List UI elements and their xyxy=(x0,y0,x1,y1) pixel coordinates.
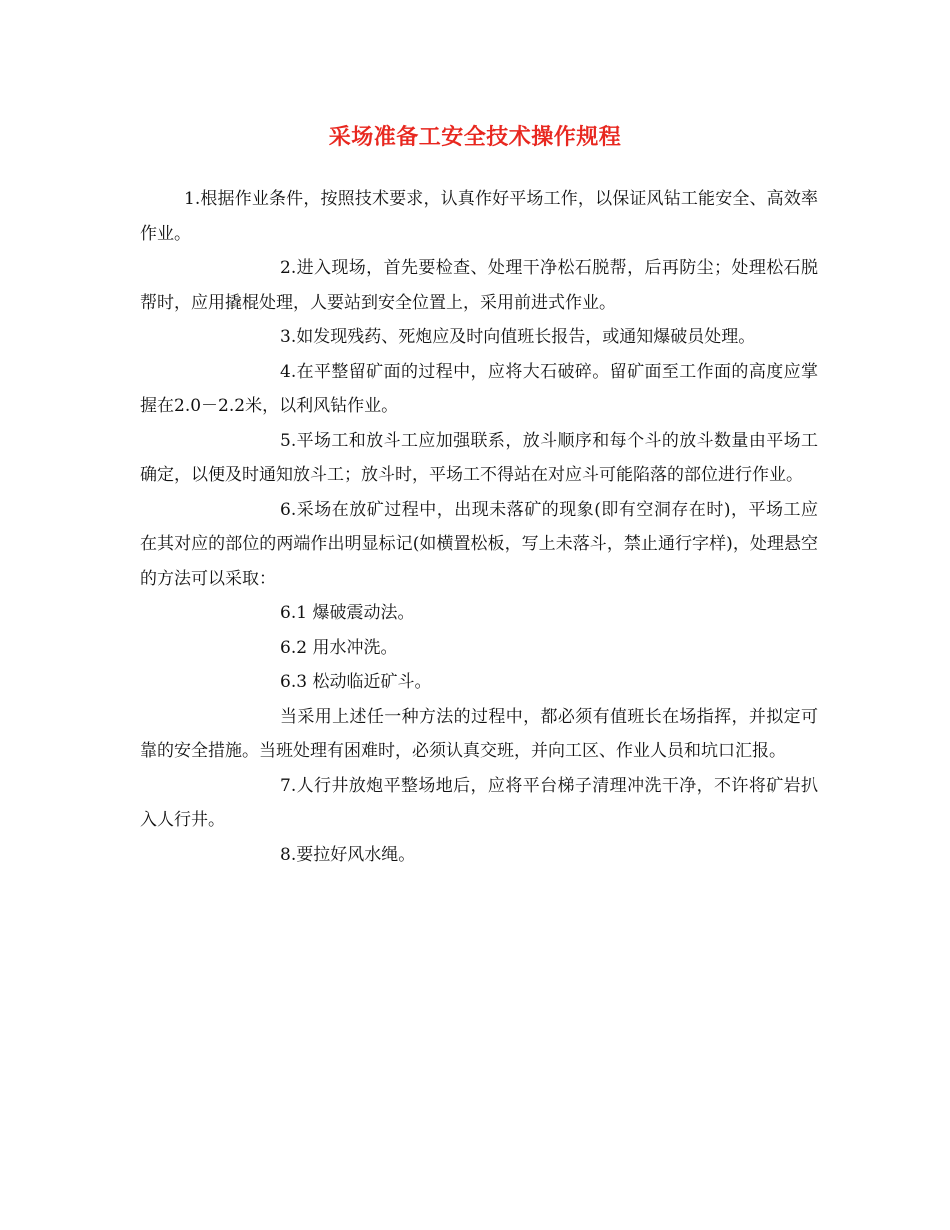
paragraph-8: 8.要拉好风水绳。 xyxy=(280,844,416,865)
paragraph-2: 2.进入现场，首先要检查、处理干净松石脱帮，后再防尘；处理松石脱帮时，应用撬棍处理，人要站到安全位置上，采用前进式作业。 xyxy=(140,258,818,313)
paragraph-1: 1.根据作业条件，按照技术要求，认真作好平场工作，以保证风钻工能安全、高效率作业。 xyxy=(140,189,818,244)
paragraph-4: 4.在平整留矿面的过程中，应将大石破碎。留矿面至工作面的高度应掌握在2.0－2.2米，以利风钻作业。 xyxy=(140,361,818,416)
document-body xyxy=(140,182,818,872)
paragraph-6-2: 6.2 用水冲洗。 xyxy=(280,637,398,658)
paragraph-6-1: 6.1 爆破震动法。 xyxy=(280,603,415,623)
document-title: 采场准备工安全技术操作规程 xyxy=(328,125,622,150)
paragraph-6-note: 当采用上述任一种方法的过程中，都必须有值班长在场指挥，并拟定可靠的安全措施。当班处理有困难时，必须认真交班，并向工区、作业人员和坑口汇报。 xyxy=(140,706,818,761)
paragraph-3: 3.如发现残药、死炮应及时向值班长报告，或通知爆破员处理。 xyxy=(280,327,756,347)
paragraph-7: 7.人行井放炮平整场地后，应将平台梯子清理冲洗干净，不许将矿岩扒入人行井。 xyxy=(140,775,818,830)
paragraph-5: 5.平场工和放斗工应加强联系，放斗顺序和每个斗的放斗数量由平场工确定，以便及时通知放斗工；放斗时，平场工不得站在对应斗可能陷落的部位进行作业。 xyxy=(140,430,818,485)
paragraph-6-3: 6.3 松动临近矿斗。 xyxy=(280,672,432,692)
paragraph-6: 6.采场在放矿过程中，出现未落矿的现象(即有空洞存在时)，平场工应在其对应的部位的两端作出明显标记(如横置松板，写上未落斗，禁止通行字样)，处理悬空的方法可以采取： xyxy=(140,499,818,589)
